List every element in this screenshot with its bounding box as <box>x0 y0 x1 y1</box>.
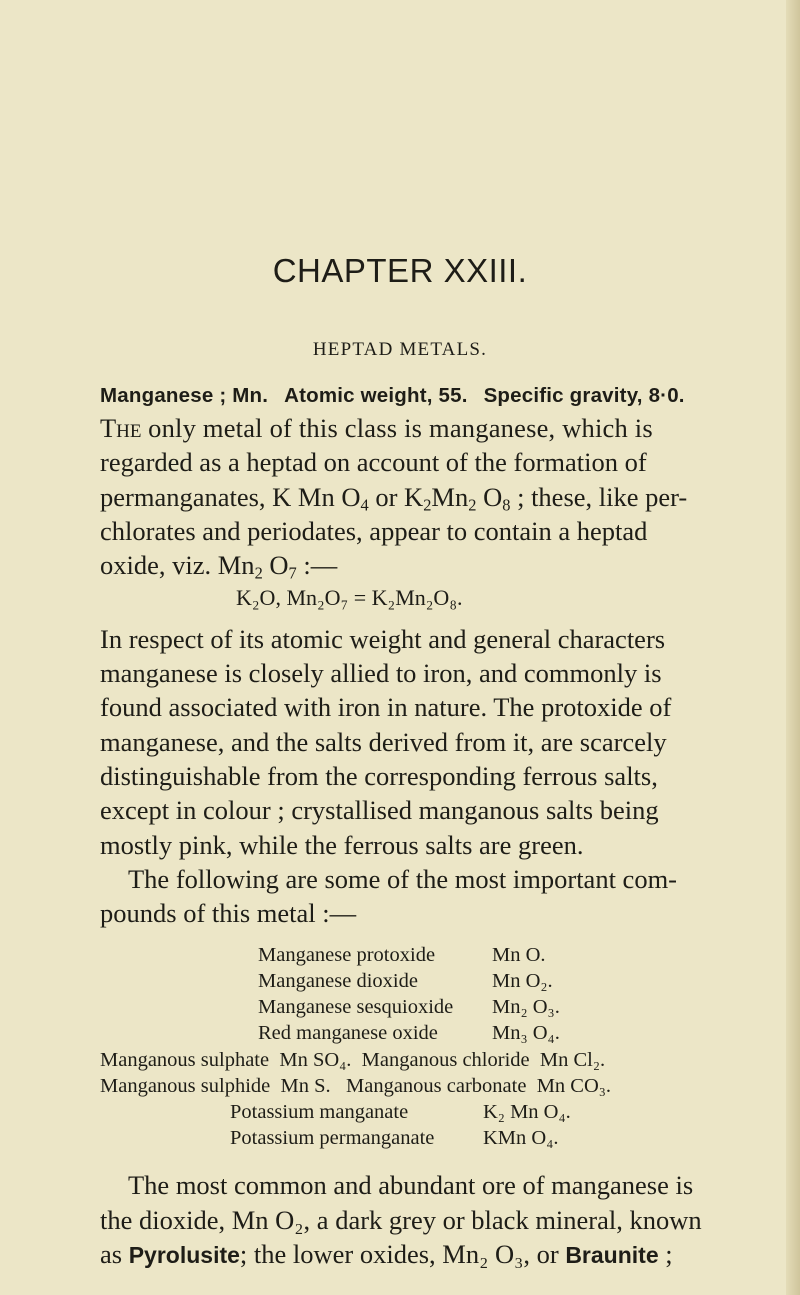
formula-text: oxide, viz. Mn <box>100 550 255 580</box>
paragraph-lead-word: The <box>100 413 142 443</box>
page-edge <box>786 0 800 1295</box>
compound-name: Red manganese oxide <box>258 1022 438 1044</box>
paragraph-1-line-4: chlorates and periodates, appear to contain a heptad <box>100 516 648 546</box>
paragraph-text: ; the lower oxides, Mn₂ O₃, or <box>239 1239 559 1269</box>
equation <box>236 585 463 611</box>
paragraph-2-line: distinguishable from the corresponding ferrous salts, <box>100 761 658 791</box>
paragraph-2-line: manganese, and the salts derived from it, are scarcely <box>100 727 667 757</box>
compound-name: Manganese dioxide <box>258 970 418 992</box>
compound-formula: Mn₂ O₃. <box>492 996 560 1018</box>
element-metadata <box>100 384 685 408</box>
compound-row <box>230 1127 558 1150</box>
compound-formula: Mn₃ O₄. <box>492 1022 560 1044</box>
compound-row <box>258 944 546 967</box>
compound-row: Manganous sulphate Mn SO₄. Manganous chloride Mn Cl₂. <box>100 1049 606 1071</box>
paragraph-3-line-3 <box>100 1239 673 1270</box>
section-title: HEPTAD METALS. <box>312 339 488 360</box>
formula-text: or K <box>375 482 424 512</box>
compound-formula: KMn O₄. <box>483 1127 559 1149</box>
paragraph-text: as <box>100 1239 123 1269</box>
paragraph-2-line: manganese is closely allied to iron, and commonly is <box>100 658 662 688</box>
paragraph-1-line-5: oxide, viz. $Mn_2$ $O_7$ :— <box>100 550 338 583</box>
compound-row <box>258 970 553 993</box>
compound-row <box>258 996 560 1019</box>
formula-text: O <box>269 550 289 580</box>
compound-formula: Mn O. <box>492 944 546 966</box>
element-symbol: Manganese ; Mn. <box>100 384 269 407</box>
compound-name: Manganese sesquioxide <box>258 996 454 1018</box>
compound-name: Manganese protoxide <box>258 944 436 966</box>
compound-name: Potassium permanganate <box>230 1127 435 1149</box>
paragraph-1-line-2: regarded as a heptad on account of the formation of <box>100 447 647 477</box>
paragraph-2-line: except in colour ; crystallised manganous salts being <box>100 795 659 825</box>
paragraph-3-line-2: the dioxide, Mn O₂, a dark grey or black mineral, known <box>100 1205 702 1235</box>
paragraph-2-line: The following are some of the most important com- <box>128 864 678 894</box>
formula-text: permanganates, K Mn O <box>100 482 361 512</box>
paragraph-1-line-3: permanganates, K Mn $O_4$ or $K_2Mn_2$ $O_8$ ; these, like per- <box>100 482 688 515</box>
compound-formula: K₂ Mn O₄. <box>483 1101 571 1123</box>
formula-text: O <box>483 482 503 512</box>
paragraph-2-line: In respect of its atomic weight and general characters <box>100 624 666 654</box>
paragraph-2-line: mostly pink, while the ferrous salts are green. <box>100 830 584 860</box>
compound-row <box>258 1022 560 1045</box>
equation-left: K₂O, Mn₂O₇ <box>236 585 349 610</box>
paragraph-2-line: found associated with iron in nature. The protoxide of <box>100 692 672 722</box>
compound-name: Potassium manganate <box>230 1101 409 1123</box>
paragraph-2-line: pounds of this metal :— <box>100 898 357 928</box>
compound-row <box>230 1101 571 1124</box>
paragraph-text: ; these, like per- <box>517 482 688 512</box>
chapter-title: CHAPTER XXIII. <box>272 252 528 289</box>
paragraph-text: only metal of this class is manganese, which is <box>148 413 653 443</box>
paragraph-1-line-1 <box>100 413 653 444</box>
specific-gravity: Specific gravity, 8·0. <box>483 384 685 407</box>
equation-right: = K₂Mn₂O₈. <box>353 585 463 610</box>
paragraph-text: ; <box>665 1239 673 1269</box>
atomic-weight: Atomic weight, 55. <box>284 384 468 407</box>
formula-text: Mn <box>431 482 469 512</box>
paragraph-text: :— <box>303 550 338 580</box>
mineral-name: Pyrolusite <box>128 1242 240 1268</box>
compound-row: Manganous sulphide Mn S. Manganous carbonate Mn CO₃. <box>100 1075 612 1097</box>
compound-formula: Mn O₂. <box>492 970 553 992</box>
mineral-name: Braunite <box>565 1242 659 1268</box>
paragraph-3-line-1: The most common and abundant ore of manganese is <box>128 1170 694 1200</box>
